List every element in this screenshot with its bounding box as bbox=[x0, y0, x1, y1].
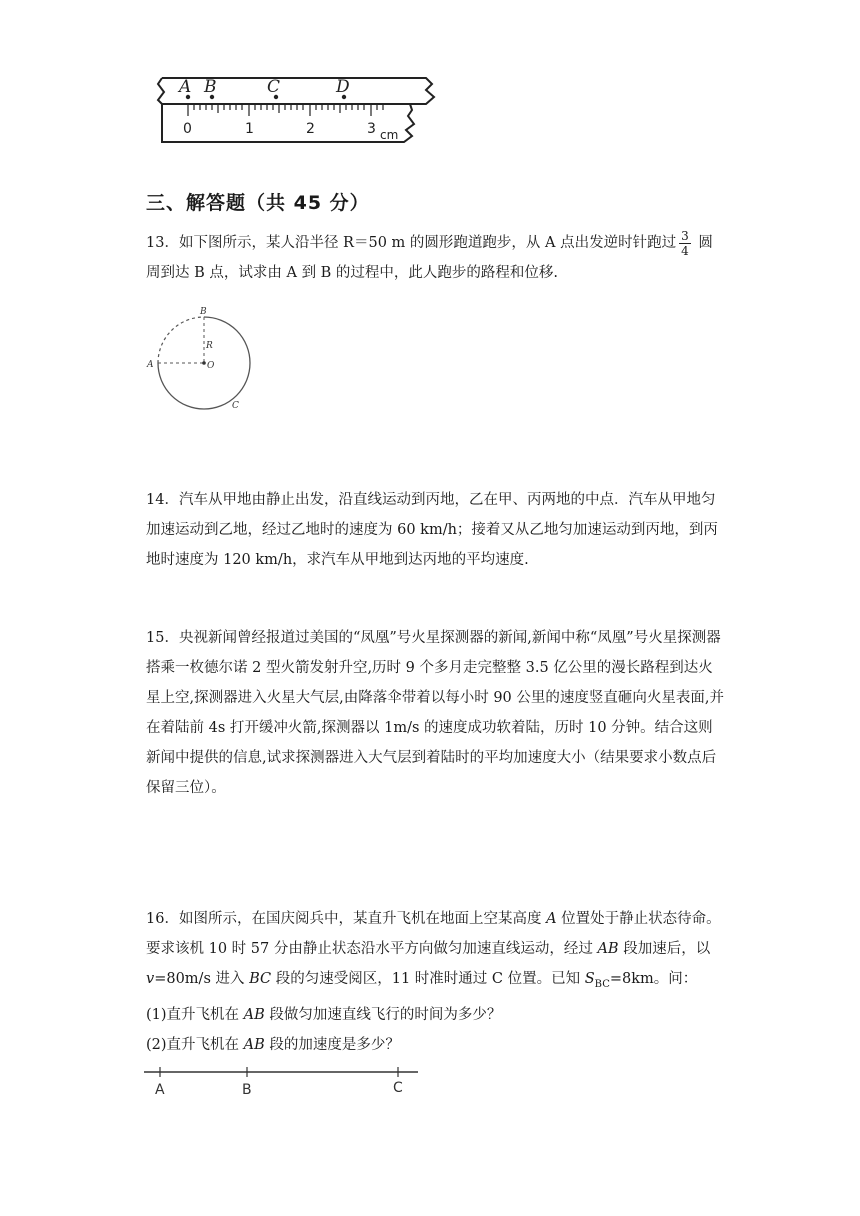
circle-label-o: O bbox=[207, 361, 215, 371]
circle-track-figure bbox=[140, 302, 260, 414]
circle-label-r: R bbox=[206, 341, 213, 351]
fraction-three-quarters: $\frac{3}{4}$ bbox=[681, 228, 689, 258]
question-16-stem: 16．如图所示，在国庆阅兵中，某直升飞机在地面上空某高度 A 位置处于静止状态待命。要求该机 10 时 57 分由静止状态沿水平方向做匀加速直线运动，经过 AB 段加速后，以 v=80m/s 进入 BC 段的匀速受阅区，11 时准时通过 C 位置。已知 $S_{BC}=8km$。问： bbox=[146, 911, 721, 990]
question-15: 15．央视新闻曾经报道过美国的“凤凰”号火星探测器的新闻,新闻中称“凤凰”号火星探测器搭乘一枚德尔诺 2 型火箭发射升空,历时 9 个多月走完整整 3.5 亿公里的漫长路程到达火星上空,探测器进入火星大气层,由降落伞带着以每小时 90 公里的速度竖直砸向火星表面,并在着陆前 4s 打开缓冲火箭,探测器以 1m/s 的速度成功软着陆，历时 10 分钟。结合这则新闻中提供的信息,试求探测器进入大气层到着陆时的平均加速度大小（结果要求小数点后保留三位）。 bbox=[146, 630, 724, 796]
ruler-label-c: C bbox=[267, 77, 281, 97]
ruler-tick-2: 2 bbox=[306, 121, 315, 137]
ruler-unit: cm bbox=[380, 128, 399, 142]
ruler-tick-1: 1 bbox=[245, 121, 254, 137]
question-16 bbox=[146, 904, 726, 1060]
ruler-tick-3: 3 bbox=[367, 121, 376, 137]
question-16-sub-2: (2)直升飞机在 AB 段的加速度是多少？ bbox=[146, 1036, 400, 1053]
circle-label-c: C bbox=[232, 401, 239, 411]
circle-label-b: B bbox=[200, 307, 207, 317]
section-title: 三、解答题（共 45 分） bbox=[146, 192, 370, 214]
question-13: 13．如下图所示，某人沿半径 R＝50 m 的圆形跑道跑步，从 A 点出发逆时针跑过 $\frac{3}{4}$ 圆周到达 B 点，试求由 A 到 B 的过程中，此人跑步的路程和位移. bbox=[146, 228, 713, 281]
line-label-a: A bbox=[155, 1082, 165, 1098]
ruler-label-a: A bbox=[179, 77, 192, 97]
abc-line-figure bbox=[140, 1062, 430, 1098]
line-label-b: B bbox=[242, 1082, 252, 1098]
ruler-label-b: B bbox=[204, 77, 217, 97]
question-16-sub-1: (1)直升飞机在 AB 段做匀加速直线飞行的时间为多少？ bbox=[146, 1006, 502, 1023]
ruler-tick-0: 0 bbox=[183, 121, 192, 137]
question-14: 14．汽车从甲地由静止出发，沿直线运动到丙地，乙在甲、丙两地的中点．汽车从甲地匀加速运动到乙地，经过乙地时的速度为 60 km/h；接着又从乙地匀加速运动到丙地，到丙地时速度为 120 km/h，求汽车从甲地到达丙地的平均速度. bbox=[146, 492, 718, 568]
ruler-label-d: D bbox=[336, 77, 350, 97]
circle-label-a: A bbox=[147, 360, 154, 370]
ruler-figure bbox=[150, 70, 440, 150]
line-label-c: C bbox=[393, 1080, 403, 1096]
